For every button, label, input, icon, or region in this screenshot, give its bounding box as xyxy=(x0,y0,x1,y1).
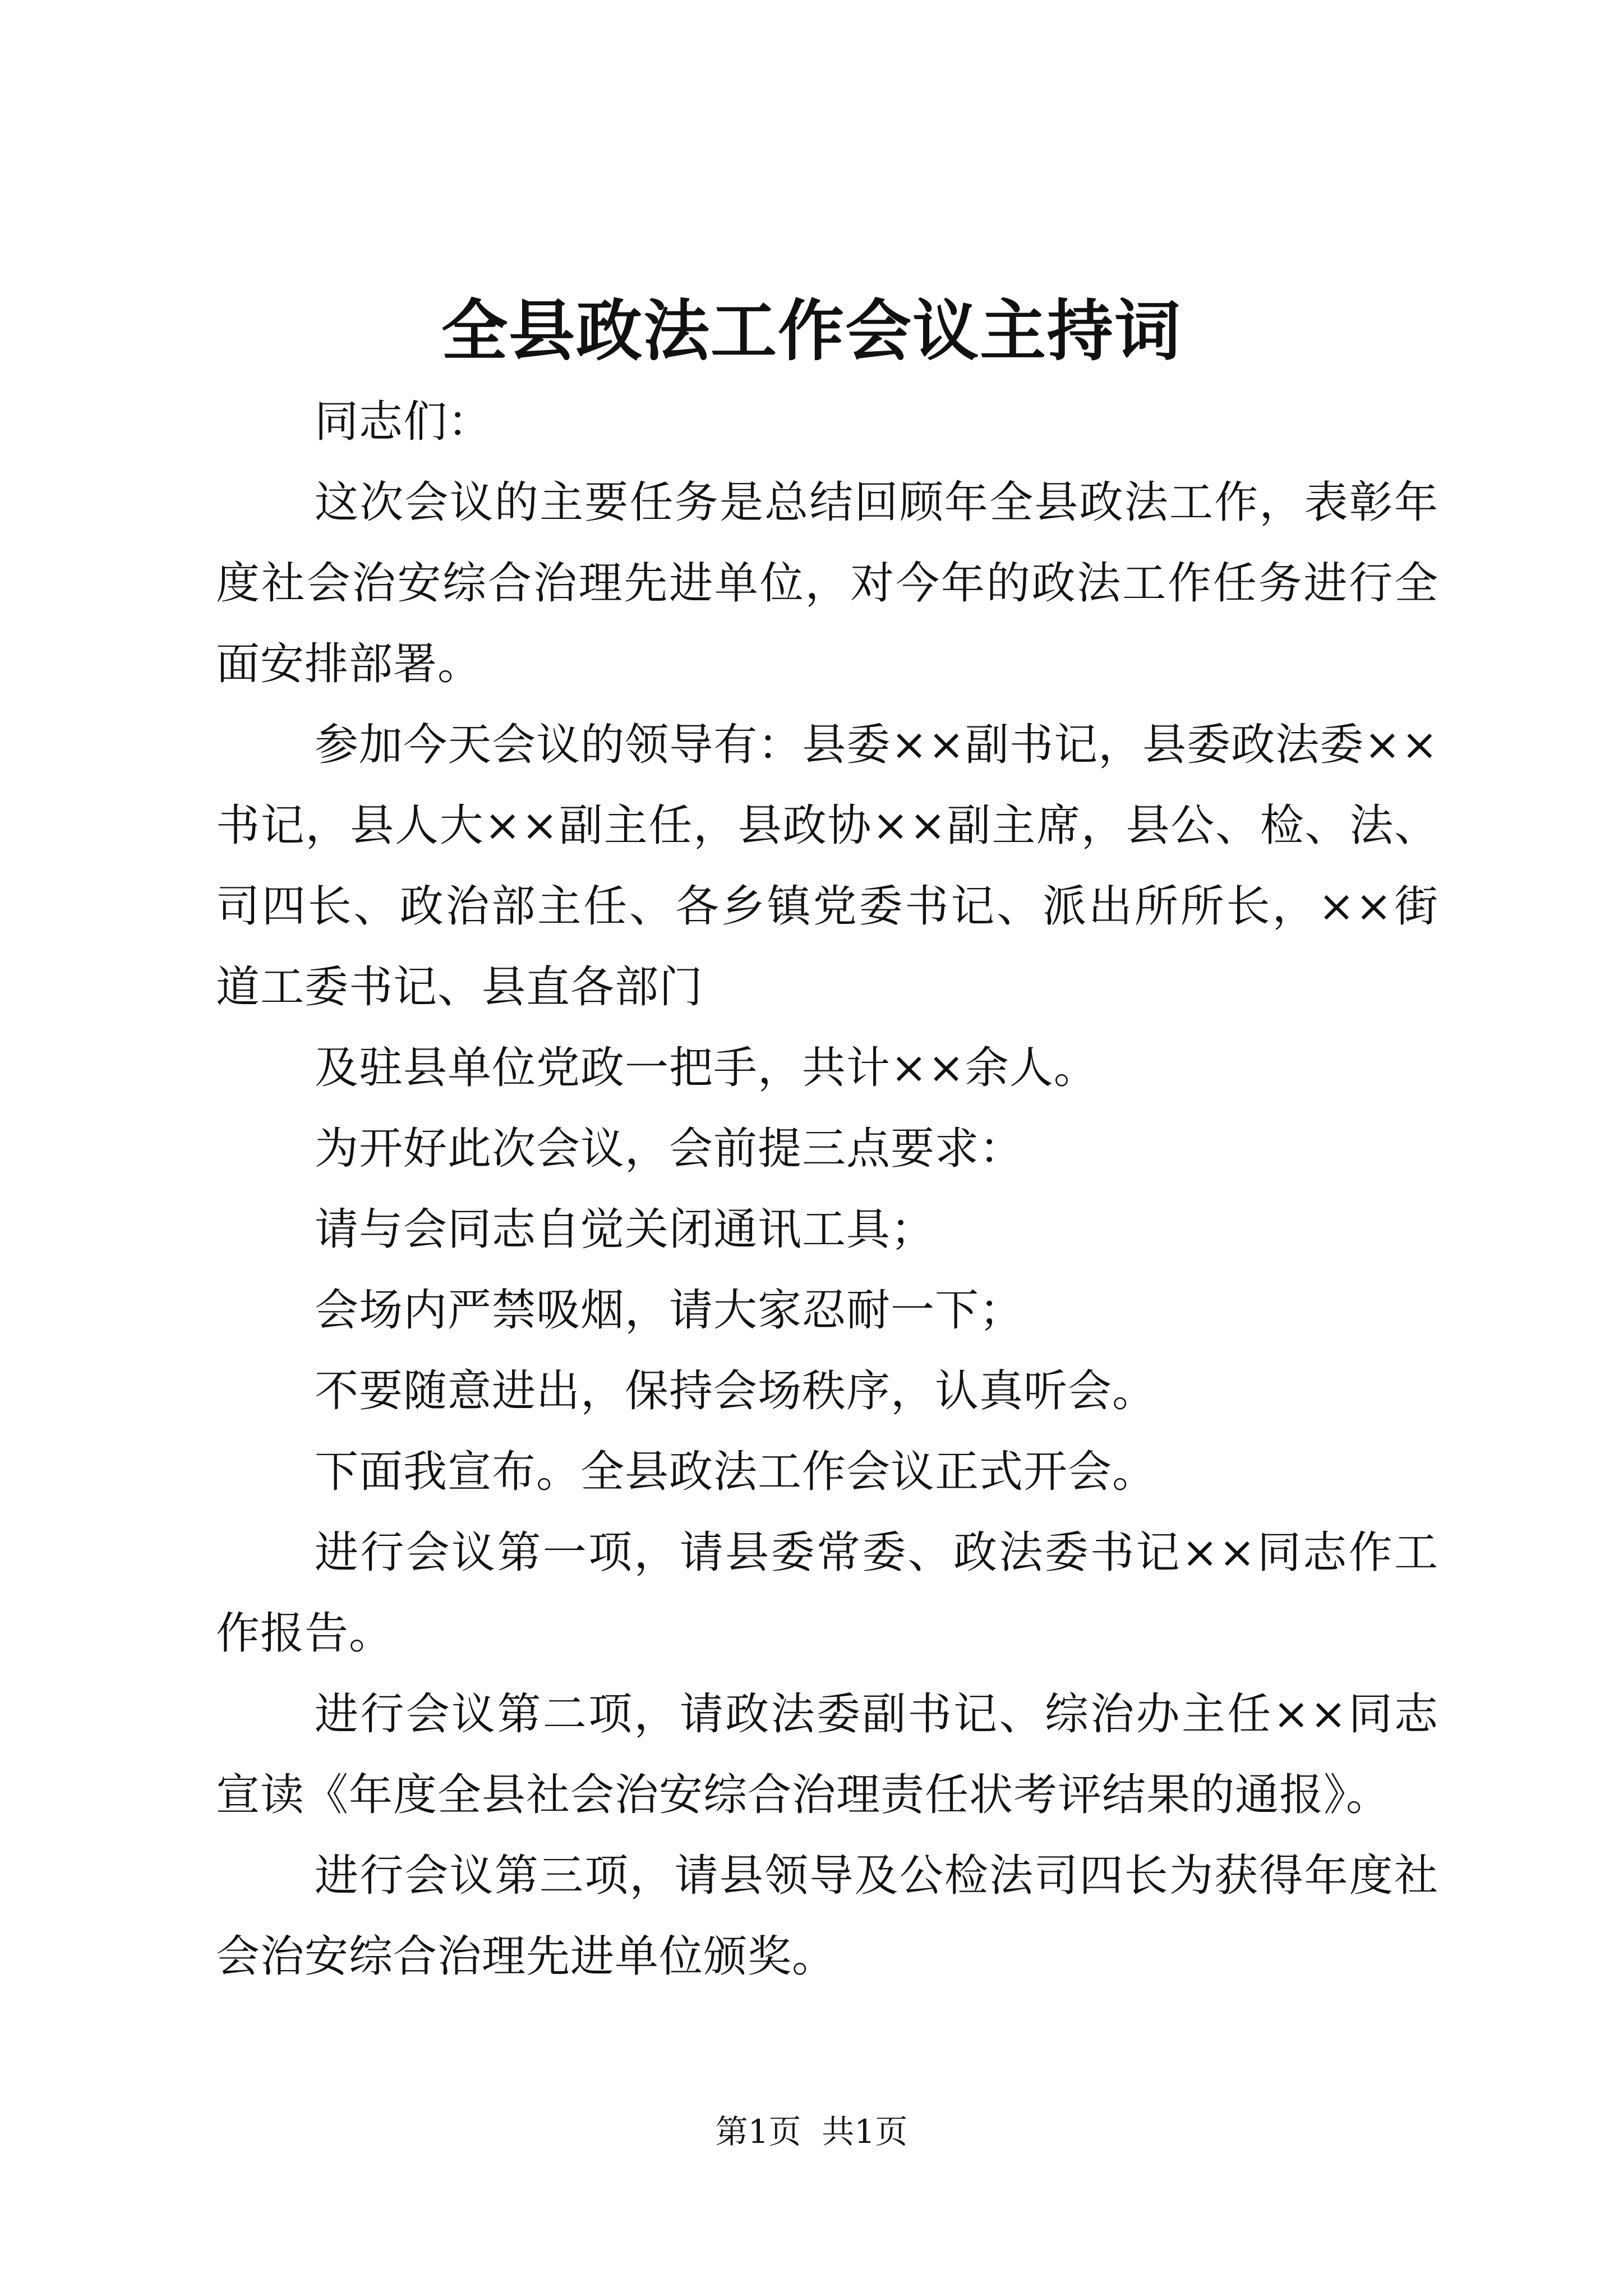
paragraph-agenda-item-2: 进行会议第二项，请政法委副书记、综治办主任××同志宣读《年度全县社会治安综合治理责任状考评结果的通报》。 xyxy=(216,1689,1438,1820)
paragraph-meeting-open: 下面我宣布。全县政法工作会议正式开会。 xyxy=(315,1447,1157,1497)
paragraph-requirement-3: 不要随意进出，保持会场秩序，认真听会。 xyxy=(315,1366,1157,1416)
paragraph-requirement-2: 会场内严禁吸烟，请大家忍耐一下； xyxy=(315,1285,1024,1336)
paragraph-requirements-intro: 为开好此次会议，会前提三点要求： xyxy=(315,1124,1024,1174)
page-footer xyxy=(0,2109,1623,2154)
paragraph-attending-leaders: 参加今天会议的领导有：县委××副书记，县委政法委××书记，县人大××副主任，县政协××副主席，县公、检、法、司四长、政治部主任、各乡镇党委书记、派出所所长，××街道工委书记、县直各部门 xyxy=(216,720,1438,1013)
paragraph-salutation: 同志们： xyxy=(315,397,492,447)
paragraph-agenda-item-1: 进行会议第一项，请县委常委、政法委书记××同志作工作报告。 xyxy=(216,1527,1438,1659)
document-body xyxy=(216,381,1438,1997)
paragraph-meeting-task: 这次会议的主要任务是总结回顾年全县政法工作，表彰年度社会治安综合治理先进单位，对今年的政法工作任务进行全面安排部署。 xyxy=(216,477,1438,689)
document-title: 全县政法工作会议主持词 xyxy=(441,292,1182,370)
paragraph-attendee-count: 及驻县单位党政一把手，共计××余人。 xyxy=(315,1043,1098,1093)
paragraph-agenda-item-3: 进行会议第三项，请县领导及公检法司四长为获得年度社会治安综合治理先进单位颁奖。 xyxy=(216,1851,1438,1982)
paragraph-requirement-1: 请与会同志自觉关闭通讯工具； xyxy=(315,1204,935,1255)
page-number: 第1页 共1页 xyxy=(715,2113,908,2151)
